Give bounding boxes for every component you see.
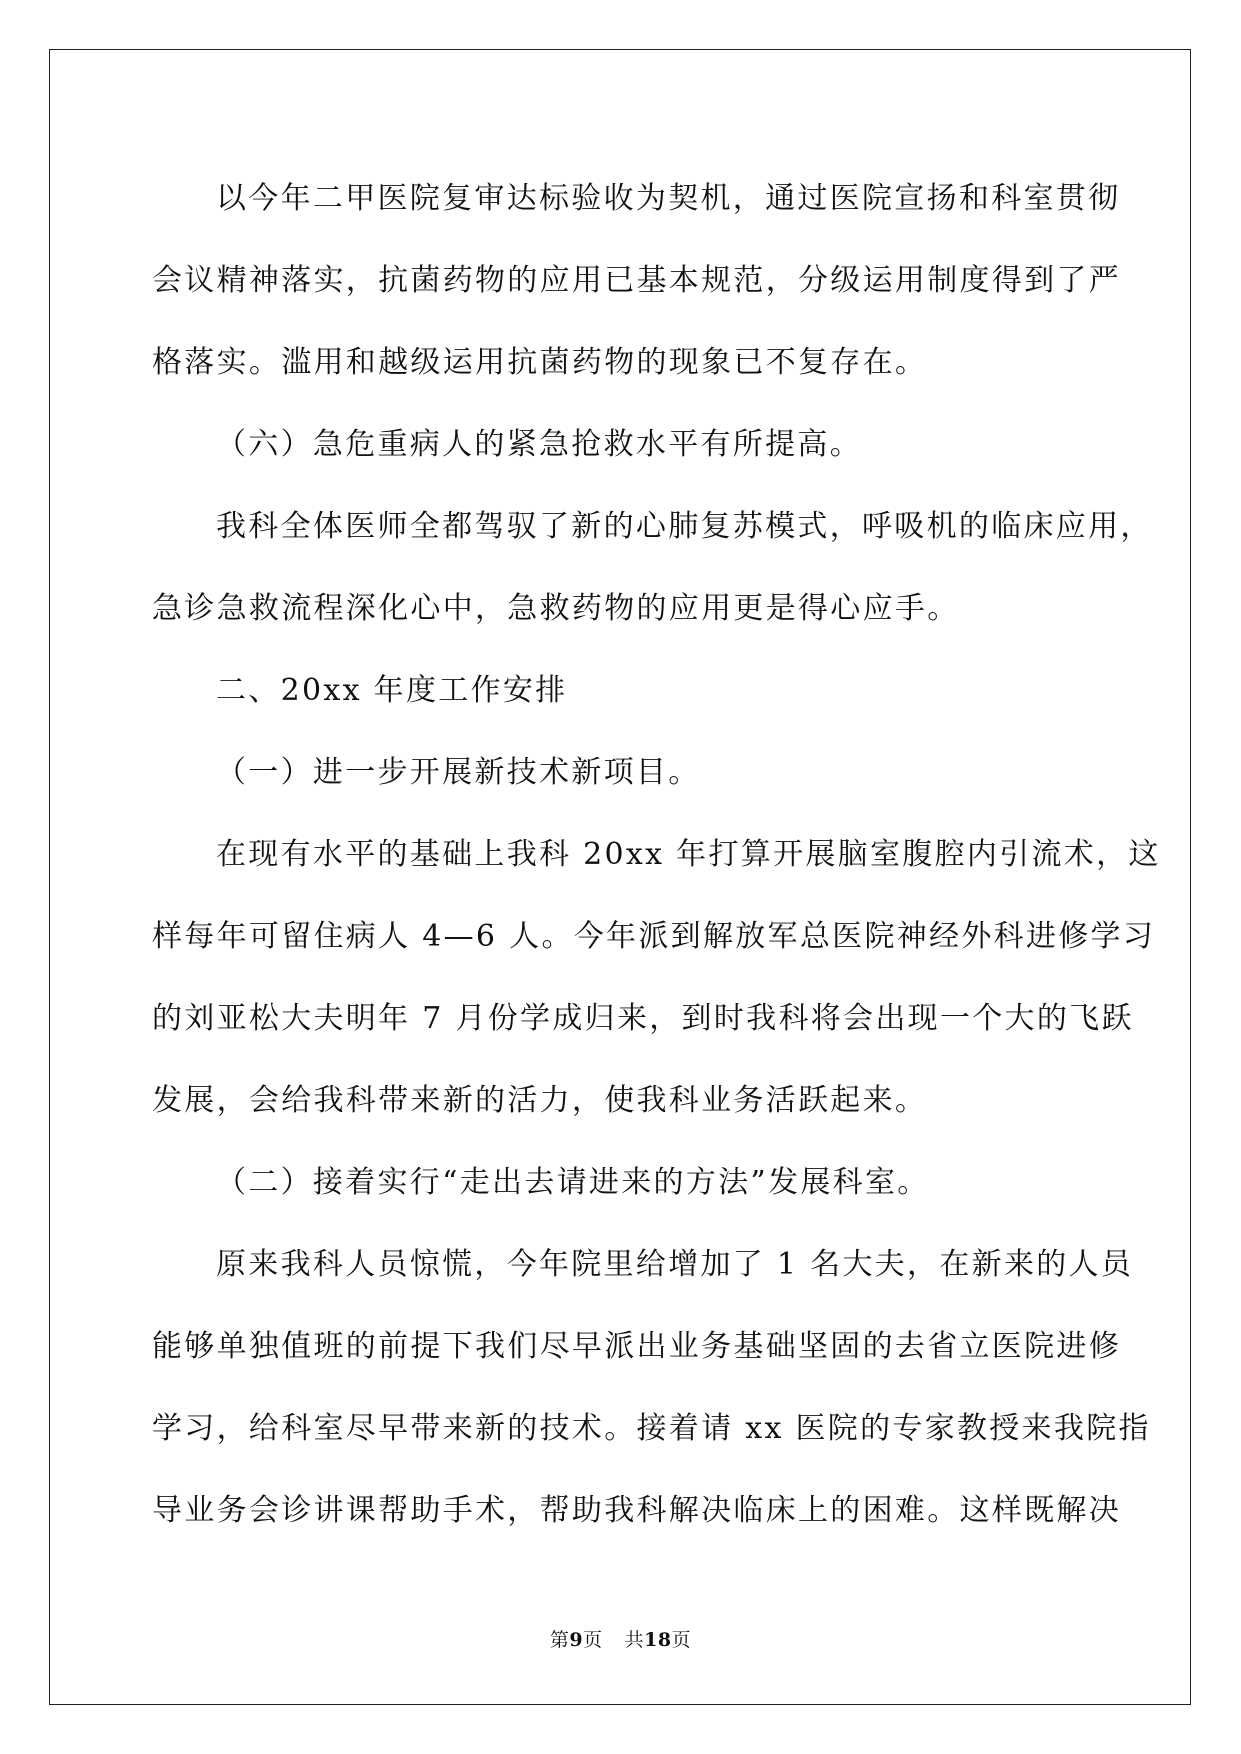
page-footer xyxy=(0,1625,1241,1652)
paragraph-line: 导业务会诊讲课帮助手术，帮助我科解决临床上的困难。这样既解决 xyxy=(152,1493,1121,1528)
paragraph-line: 在现有水平的基础上我科 20xx 年打算开展脑室腹腔内引流术，这 xyxy=(216,837,1161,872)
paragraph-line: 以今年二甲医院复审达标验收为契机，通过医院宣扬和科室贯彻 xyxy=(216,181,1121,216)
section-heading: （六）急危重病人的紧急抢救水平有所提高。 xyxy=(216,427,862,462)
section-heading: （二）接着实行“走出去请进来的方法”发展科室。 xyxy=(216,1165,930,1200)
page-number: 9 xyxy=(569,1629,584,1651)
paragraph-line: 学习，给科室尽早带来新的技术。接着请 xx 医院的专家教授来我院指 xyxy=(152,1411,1151,1446)
total-suffix: 页 xyxy=(671,1629,692,1651)
document-body xyxy=(152,158,1161,1552)
paragraph-line: 格落实。滥用和越级运用抗菌药物的现象已不复存在。 xyxy=(152,345,928,380)
paragraph-line: 样每年可留住病人 4—6 人。今年派到解放军总医院神经外科进修学习 xyxy=(152,919,1156,954)
paragraph-line: 发展，会给我科带来新的活力，使我科业务活跃起来。 xyxy=(152,1083,928,1118)
total-prefix: 共 xyxy=(624,1629,645,1651)
paragraph-line: 会议精神落实，抗菌药物的应用已基本规范，分级运用制度得到了严 xyxy=(152,263,1121,298)
paragraph-line: 能够单独值班的前提下我们尽早派出业务基础坚固的去省立医院进修 xyxy=(152,1329,1121,1364)
page-prefix: 第 xyxy=(549,1629,570,1651)
paragraph-line: 原来我科人员惊慌，今年院里给增加了 1 名大夫，在新来的人员 xyxy=(216,1247,1134,1282)
section-heading: （一）进一步开展新技术新项目。 xyxy=(216,755,701,790)
section-heading: 二、20xx 年度工作安排 xyxy=(216,673,568,708)
paragraph-line: 的刘亚松大夫明年 7 月份学成归来，到时我科将会出现一个大的飞跃 xyxy=(152,1001,1134,1036)
paragraph-line: 急诊急救流程深化心中，急救药物的应用更是得心应手。 xyxy=(152,591,960,626)
paragraph-line: 我科全体医师全都驾驭了新的心肺复苏模式，呼吸机的临床应用， xyxy=(216,509,1153,544)
total-pages: 18 xyxy=(644,1629,672,1651)
page-suffix: 页 xyxy=(583,1629,603,1651)
